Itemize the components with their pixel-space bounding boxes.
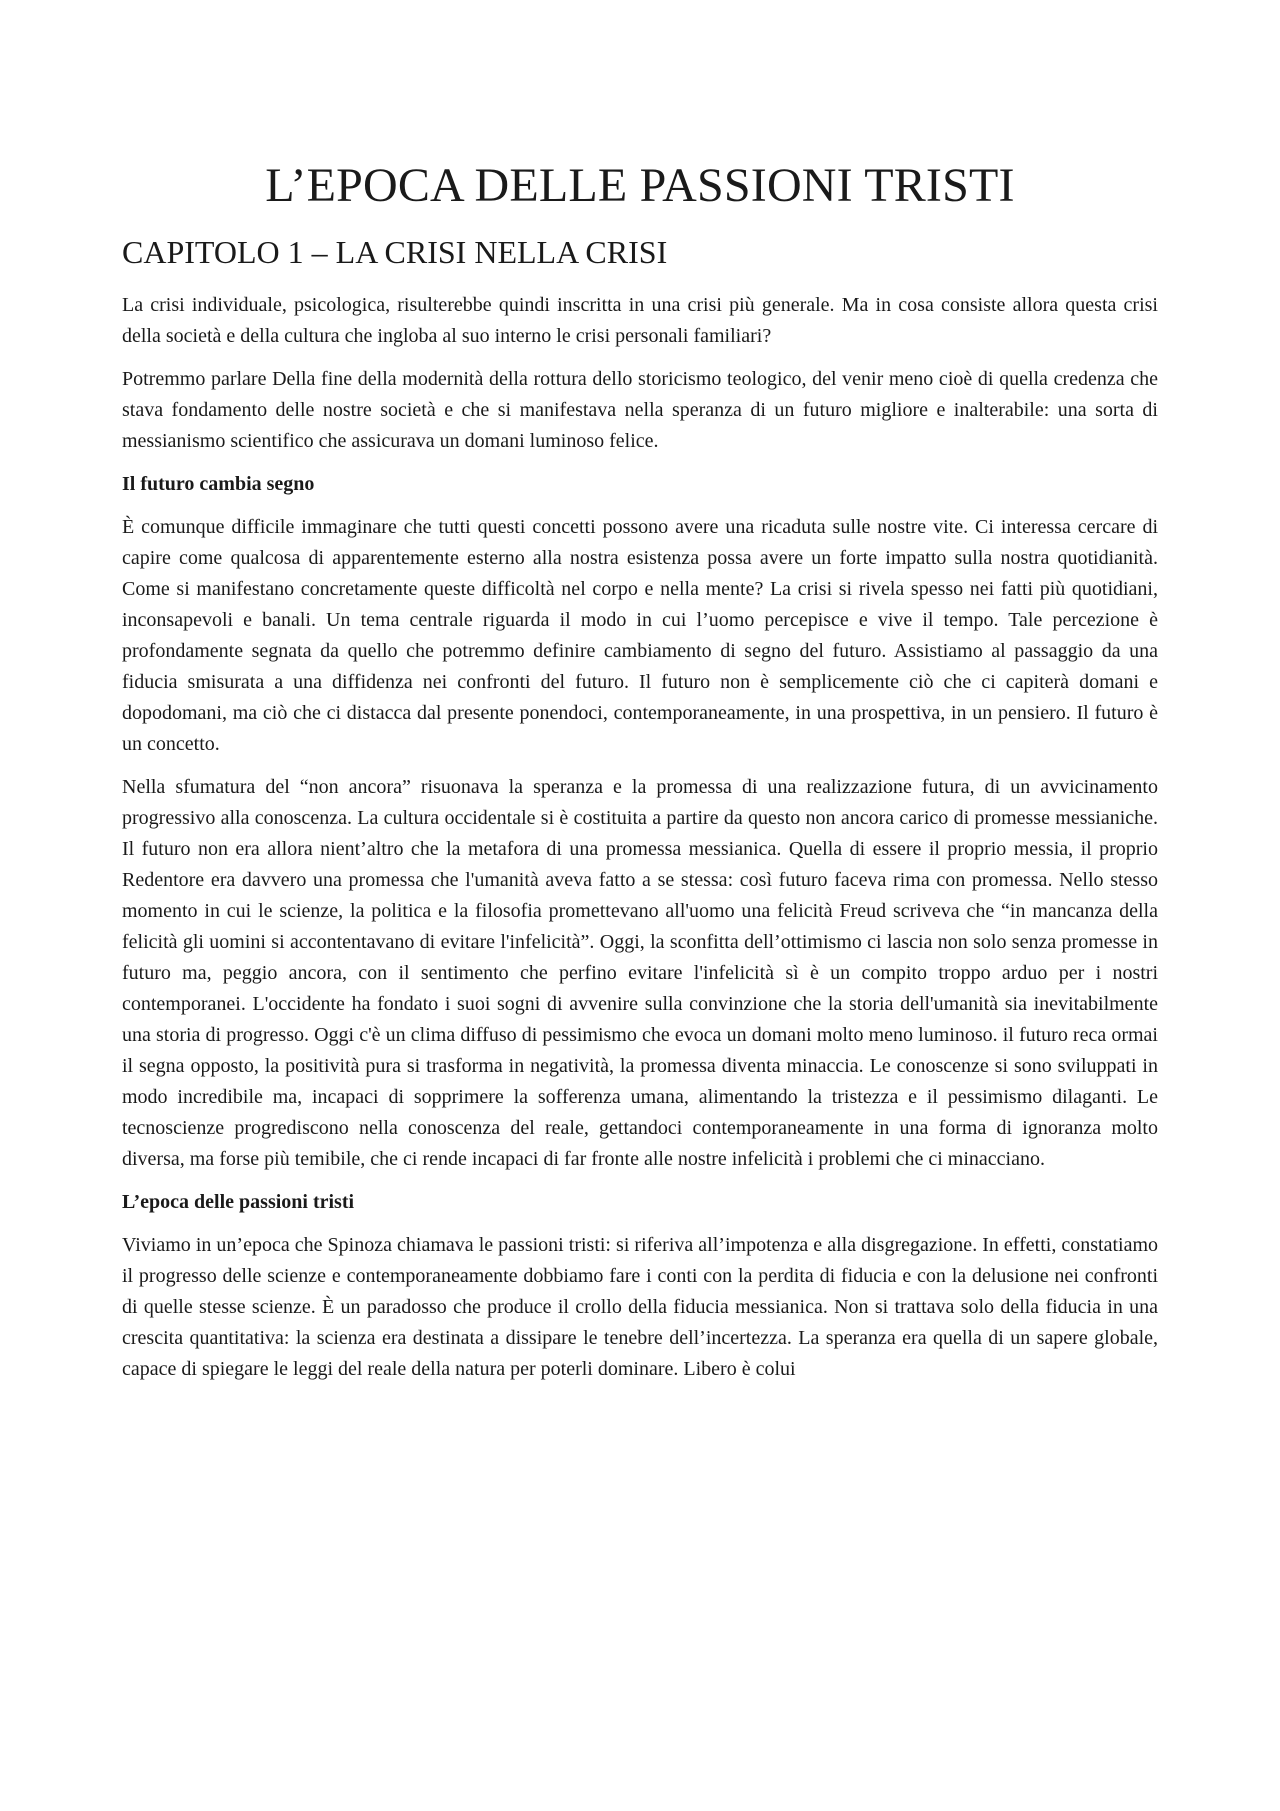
document-title: L’EPOCA DELLE PASSIONI TRISTI [265,159,1015,212]
section-heading-passioni: L’epoca delle passioni tristi [122,1190,355,1213]
section-futuro-paragraph-2: Nella sfumatura del “non ancora” risuonava la speranza e la promessa di una realizzazione futura, di un avvicinamento progressivo alla conoscenza. La cultura occidentale si è costituita a partire da questo non ancora carico di promesse messianiche. Il futuro non era allora nient’altro che la metafora di una promessa messianica. Quella di essere il proprio messia, il proprio Redentore era davvero una promessa che l'umanità aveva fatto a se stessa: così futuro faceva rima con promessa. Nello stesso momento in cui le scienze, la politica e la filosofia promettevano all'uomo una felicità Freud scriveva che “in mancanza della felicità gli uomini si accontentavano di evitare l'infelicità”. Oggi, la sconfitta dell’ottimismo ci lascia non solo senza promesse in futuro ma, peggio ancora, con il sentimento che perfino evitare l'infelicità sì è un compito troppo arduo per i nostri contemporanei. L'occidente ha fondato i suoi sogni di avvenire sulla convinzione che la storia dell'umanità sia inevitabilmente una storia di progresso. Oggi c'è un clima diffuso di pessimismo che evoca un domani molto meno luminoso. il futuro reca ormai il segna opposto, la positività pura si trasforma in negatività, la promessa diventa minaccia. Le conoscenze si sono sviluppati in modo incredibile ma, incapaci di sopprimere la sofferenza umana, alimentando la tristezza e il pessimismo dilaganti. Le tecnoscienze progrediscono nella conoscenza del reale, gettandoci contemporaneamente in una forma di ignoranza molto diversa, ma forse più temibile, che ci rende incapaci di far fronte alle nostre infelicità i problemi che ci minacciano. [122,775,1158,1170]
intro-paragraph-2: Potremmo parlare Della fine della modernità della rottura dello storicismo teologico, del venir meno cioè di quella credenza che stava fondamento delle nostre società e che si manifestava nella speranza di un futuro migliore e inalterabile: una sorta di messianismo scientifico che assicurava un domani luminoso felice. [122,367,1158,452]
document-page [122,158,1158,1397]
section-passioni-paragraph-1: Viviamo in un’epoca che Spinoza chiamava le passioni tristi: si riferiva all’impotenza e alla disgregazione. In effetti, constatiamo il progresso delle scienze e contemporaneamente dobbiamo fare i conti con la perdita di fiducia e con la delusione nei confronti di quelle stesse scienze. È un paradosso che produce il crollo della fiducia messianica. Non si trattava solo della fiducia in una crescita quantitativa: la scienza era destinata a dissipare le tenebre dell’incertezza. La speranza era quella di un sapere globale, capace di spiegare le leggi del reale della natura per poterli dominare. Libero è colui [122,1233,1158,1380]
section-heading-futuro: Il futuro cambia segno [122,472,315,495]
chapter-heading: CAPITOLO 1 – LA CRISI NELLA CRISI [122,234,668,271]
intro-paragraph-1: La crisi individuale, psicologica, risulterebbe quindi inscritta in una crisi più generale. Ma in cosa consiste allora questa crisi della società e della cultura che ingloba al suo interno le crisi personali familiari? [122,293,1158,347]
section-futuro-paragraph-1: È comunque difficile immaginare che tutti questi concetti possono avere una ricaduta sulle nostre vite. Ci interessa cercare di capire come qualcosa di apparentemente esterno alla nostra esistenza possa avere un forte impatto sulla nostra quotidianità. Come si manifestano concretamente queste difficoltà nel corpo e nella mente? La crisi si rivela spesso nei fatti più quotidiani, inconsapevoli e banali. Un tema centrale riguarda il modo in cui l’uomo percepisce e vive il tempo. Tale percezione è profondamente segnata da quello che potremmo definire cambiamento di segno del futuro. Assistiamo al passaggio da una fiducia smisurata a una diffidenza nei confronti del futuro. Il futuro non è semplicemente ciò che ci capiterà domani e dopodomani, ma ciò che ci distacca dal presente ponendoci, contemporaneamente, in una prospettiva, in un pensiero. Il futuro è un concetto. [122,515,1158,755]
